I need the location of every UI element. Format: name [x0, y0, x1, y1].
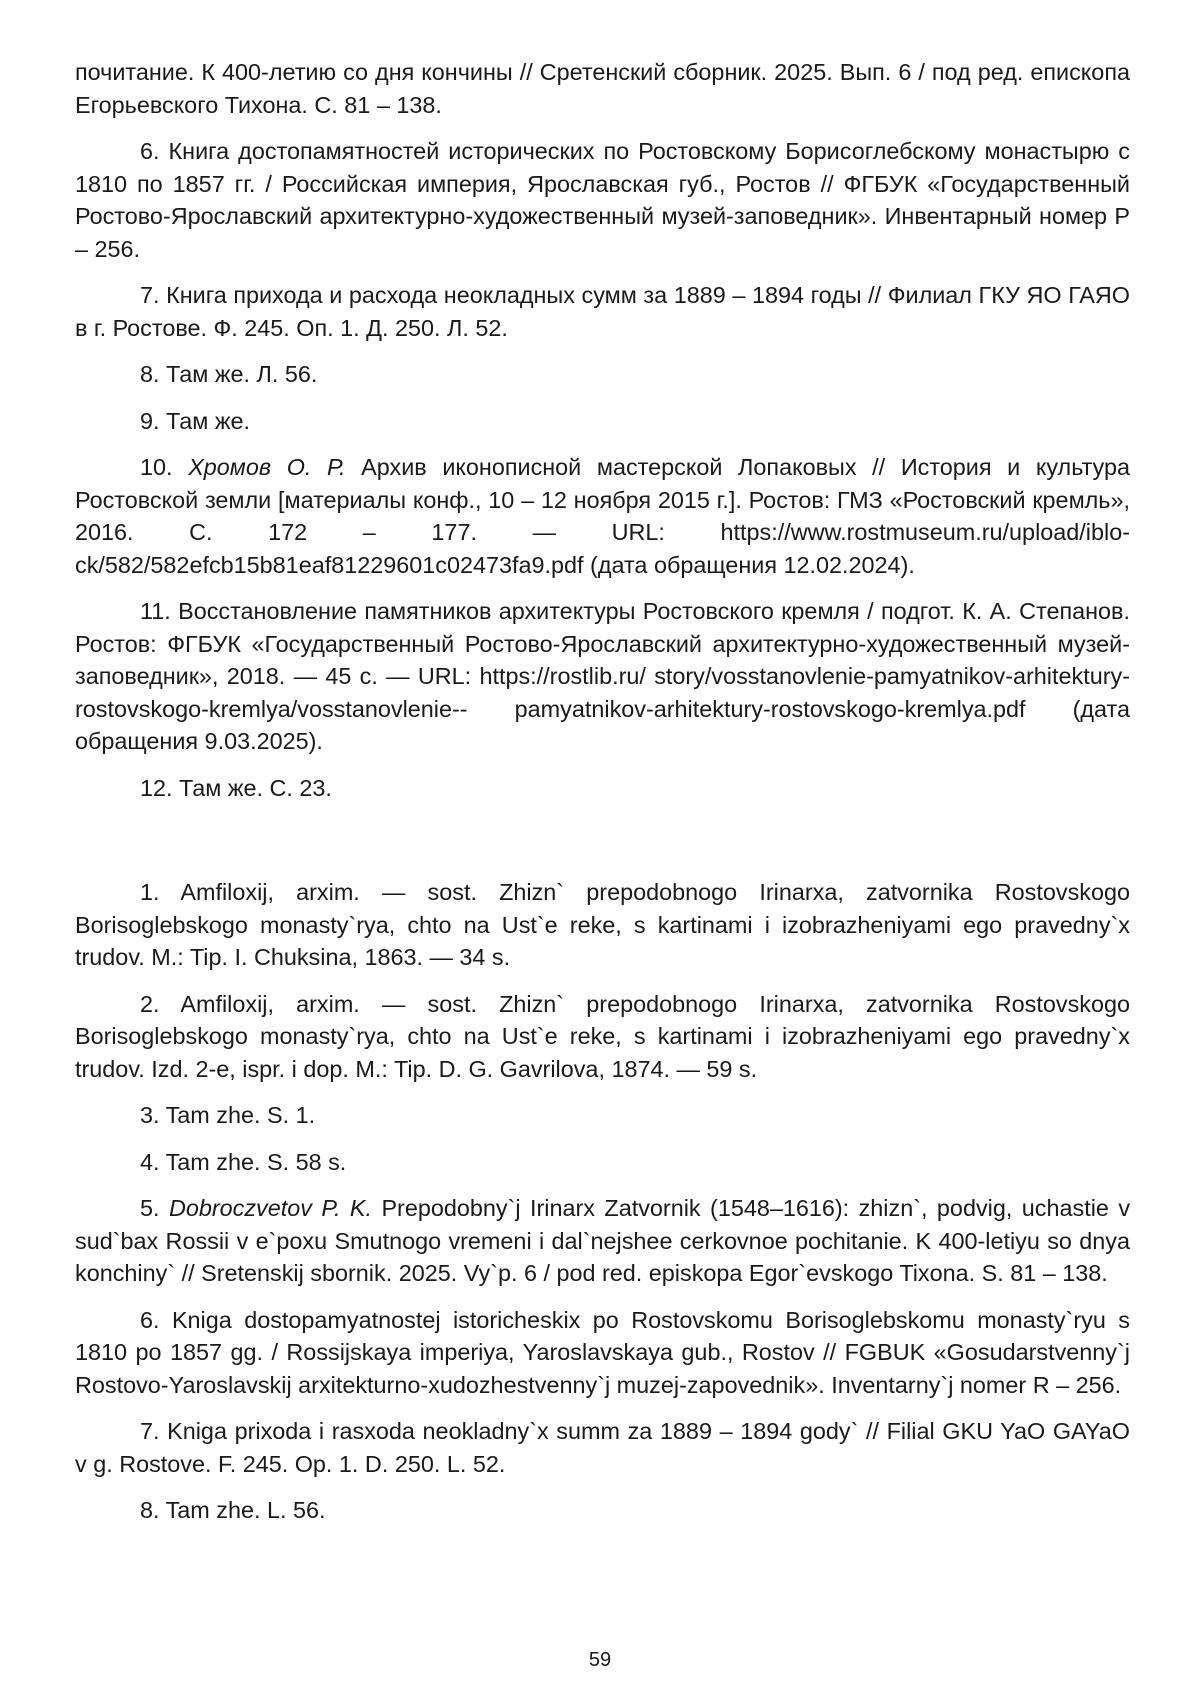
reference-10-number: 10.	[140, 454, 173, 480]
reference-continuation: почитание. К 400-летию со дня кончины // Сретенский сборник. 2025. Вып. 6 / под ред. епископа Егорьевского Тихона. С. 81 – 138.	[75, 59, 1130, 118]
reference-10-text: Архив иконописной мастерской Лопаковых // История и культура Ростовской земли [материалы конф., 10 – 12 ноября 2015 г.]. Ростов: ГМЗ «Ростовский кремль», 2016. С. 172 – 177. — URL: https://www.rostmuseum.ru/upload/iblock/582/582efcb15b81eaf81229601c02473fa9.pdf (дата обращения 12.02.2024).	[75, 454, 1130, 578]
reference-12: 12. Там же. С. 23.	[140, 774, 332, 801]
reference-10-author: Хромов О. Р.	[188, 454, 346, 480]
translit-reference-1: 1. Amfiloxij, arxim. — sost. Zhizn` prepodobnogo Irinarxa, zatvornika Rostovskogo Borisoglebskogo monasty`rya, chto na Ust`e reke, s kartinami i izobrazheniyami ego pravedny`x trudov. M.: Tip. I. Chuksina, 1863. — 34 s.	[75, 879, 1130, 970]
translit-reference-5	[75, 1192, 1130, 1290]
translit-reference-4: 4. Tam zhe. S. 58 s.	[140, 1148, 347, 1175]
page-number: 59	[588, 1649, 612, 1671]
translit-reference-5-number: 5.	[140, 1195, 160, 1221]
translit-reference-8: 8. Tam zhe. L. 56.	[140, 1497, 326, 1523]
translit-reference-5-author: Dobroczvetov P. K.	[168, 1195, 372, 1221]
translit-reference-5-text: Prepodobny`j Irinarx Zatvornik (1548–1616): zhizn`, podvig, uchastie v sud`bax Rossii v e`poxu Smutnogo vremeni i dal`nejshee cerkovnoe pochitanie. K 400-letiyu so dnya konchiny` // Sretenskij sbornik. 2025. Vy`p. 6 / pod red. episkopa Egor`evskogo Tixona. S. 81 – 138.	[75, 1195, 1131, 1286]
translit-reference-2: 2. Amfiloxij, arxim. — sost. Zhizn` prepodobnogo Irinarxa, zatvornika Rostovskogo Borisoglebskogo monasty`rya, chto na Ust`e reke, s kartinami i izobrazheniyami ego pravedny`x trudov. Izd. 2-e, ispr. i dop. M.: Tip. D. G. Gavrilova, 1874. — 59 s.	[75, 990, 1130, 1082]
reference-9: 9. Там же.	[140, 407, 250, 434]
page-body	[75, 56, 1130, 1541]
reference-8: 8. Там же. Л. 56.	[140, 361, 318, 387]
reference-10	[75, 451, 1130, 581]
reference-7: 7. Книга прихода и расхода неокладных сумм за 1889 – 1894 годы // Филиал ГКУ ЯО ГАЯО в г. Ростове. Ф. 245. Оп. 1. Д. 250. Л. 52.	[75, 282, 1130, 341]
translit-reference-3: 3. Tam zhe. S. 1.	[140, 1102, 316, 1128]
reference-11: 11. Восстановление памятников архитектуры Ростовского кремля / подгот. К. А. Степанов. Ростов: ФГБУК «Государственный Ростово-Ярославский архитектурно-художественный музей-заповедник», 2018. — 45 с. — URL: https://rostlib.ru/ story/vosstanovlenie-pamyatnikov-arhitektury-rostovskogo-kremlya/vosstanovlenie-- pamyatnikov-arhitektury-rostovskogo-kremlya.pdf (дата обращения 9.03.2025).	[75, 598, 1130, 754]
reference-6: 6. Книга достопамятностей исторических по Ростовскому Борисоглебскому монастырю с 1810 по 1857 гг. / Российская империя, Ярославская губ., Ростов // ФГБУК «Государственный Ростово-Ярославский архитектурно-художественный музей-заповедник». Инвентарный номер Р – 256.	[75, 138, 1130, 262]
translit-reference-7: 7. Kniga prixoda i rasxoda neokladny`x summ za 1889 – 1894 gody` // Filial GKU YaO GAYaO v g. Rostove. F. 245. Op. 1. D. 250. L. 52.	[75, 1418, 1130, 1477]
translit-reference-6: 6. Kniga dostopamyatnostej istoricheskix po Rostovskomu Borisoglebskomu monasty`ryu s 1810 po 1857 gg. / Rossijskaya imperiya, Yaroslavskaya gub., Rostov // FGBUK «Gosudarstvenny`j Rostovo-Yaroslavskij arxitekturno-xudozhestvenny`j muzej-zapovednik». Inventarny`j nomer R – 256.	[75, 1306, 1130, 1398]
section-spacer	[75, 818, 1130, 876]
